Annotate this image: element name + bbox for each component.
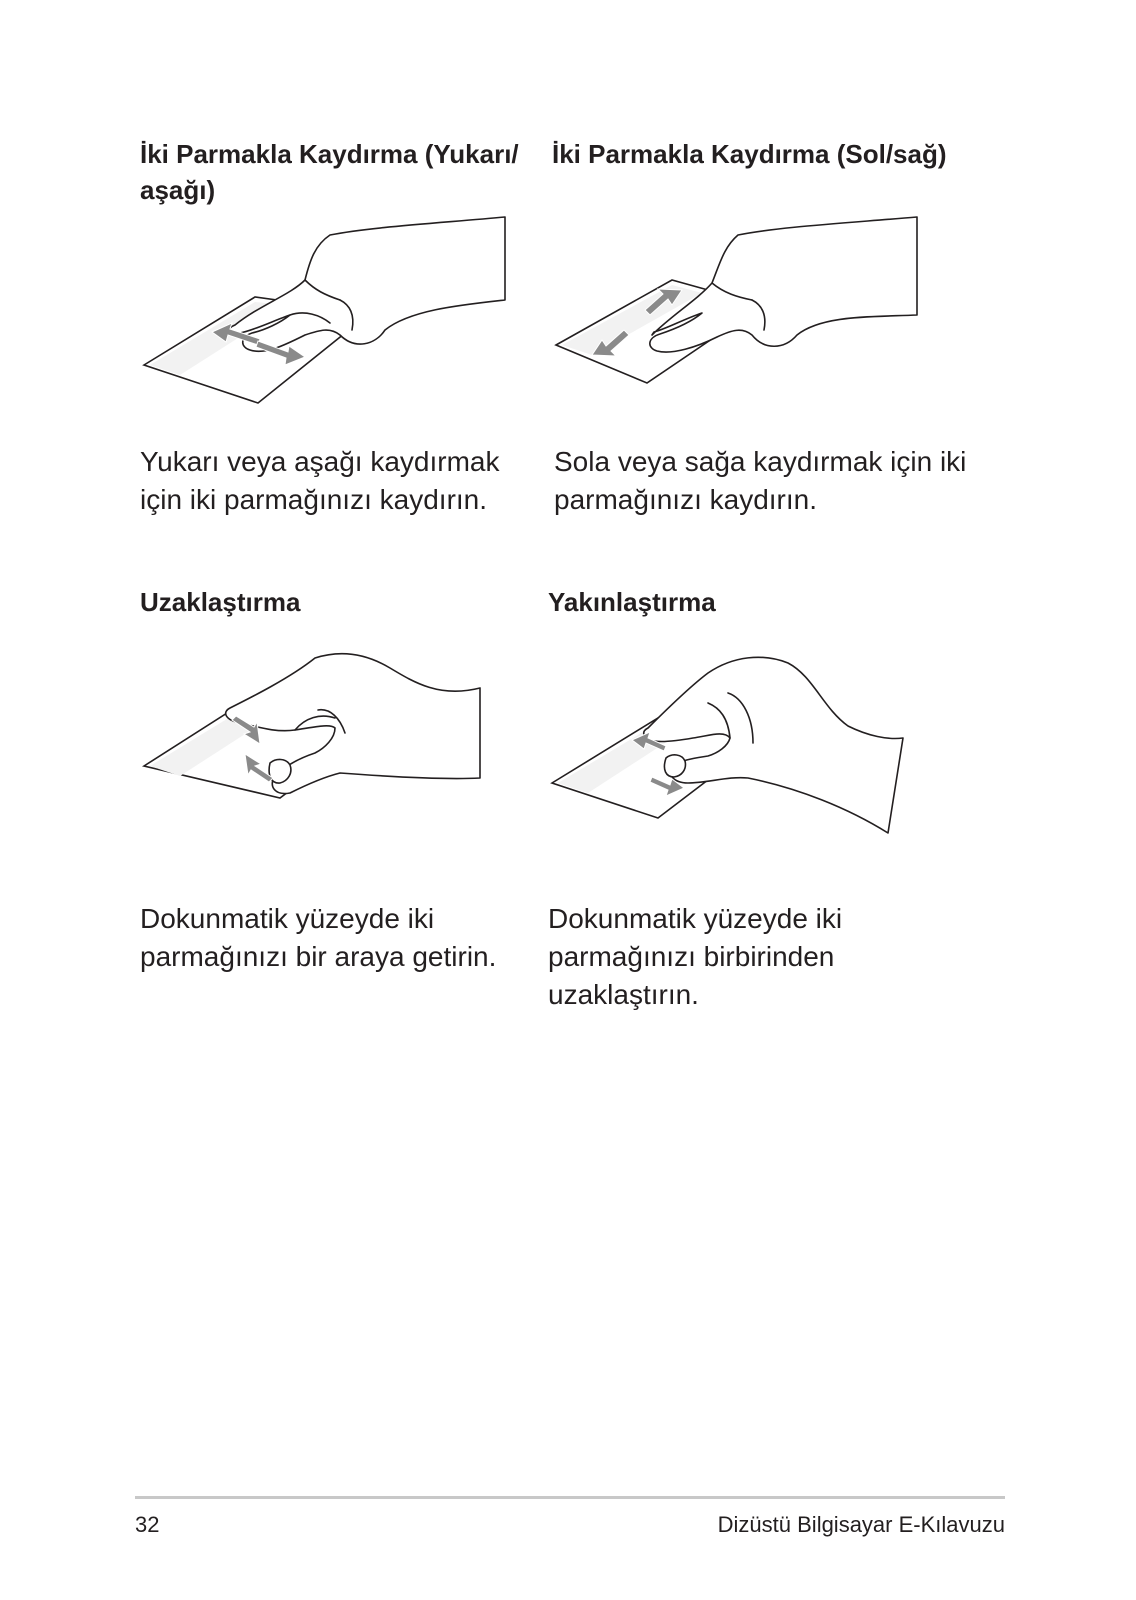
- section-description-scroll-horizontal: Sola veya sağa kaydırmak için iki parmağınızı kaydırın.: [554, 446, 967, 515]
- two-finger-scroll-vertical-icon: [140, 205, 540, 415]
- section-title-zoom-out: Uzaklaştırma: [140, 587, 301, 617]
- footer-title: Dizüstü Bilgisayar E-Kılavuzu: [717, 1512, 1005, 1537]
- section-title-zoom-in: Yakınlaştırma: [548, 587, 716, 617]
- section-description-zoom-in: Dokunmatik yüzeyde iki parmağınızı birbirinden uzaklaştırın.: [548, 903, 843, 1010]
- section-title-scroll-vertical: İki Parmakla Kaydırma (Yukarı/ aşağı): [140, 139, 519, 205]
- section-description-zoom-out: Dokunmatik yüzeyde iki parmağınızı bir araya getirin.: [140, 903, 497, 972]
- section-description-scroll-vertical: Yukarı veya aşağı kaydırmak için iki parmağınızı kaydırın.: [140, 446, 500, 515]
- spread-zoom-in-icon: [548, 648, 948, 848]
- footer-divider: [135, 1496, 1005, 1499]
- section-title-scroll-horizontal: İki Parmakla Kaydırma (Sol/sağ): [552, 139, 947, 169]
- pinch-zoom-out-icon: [140, 648, 540, 818]
- page-number: 32: [135, 1512, 160, 1537]
- two-finger-scroll-horizontal-icon: [552, 205, 952, 395]
